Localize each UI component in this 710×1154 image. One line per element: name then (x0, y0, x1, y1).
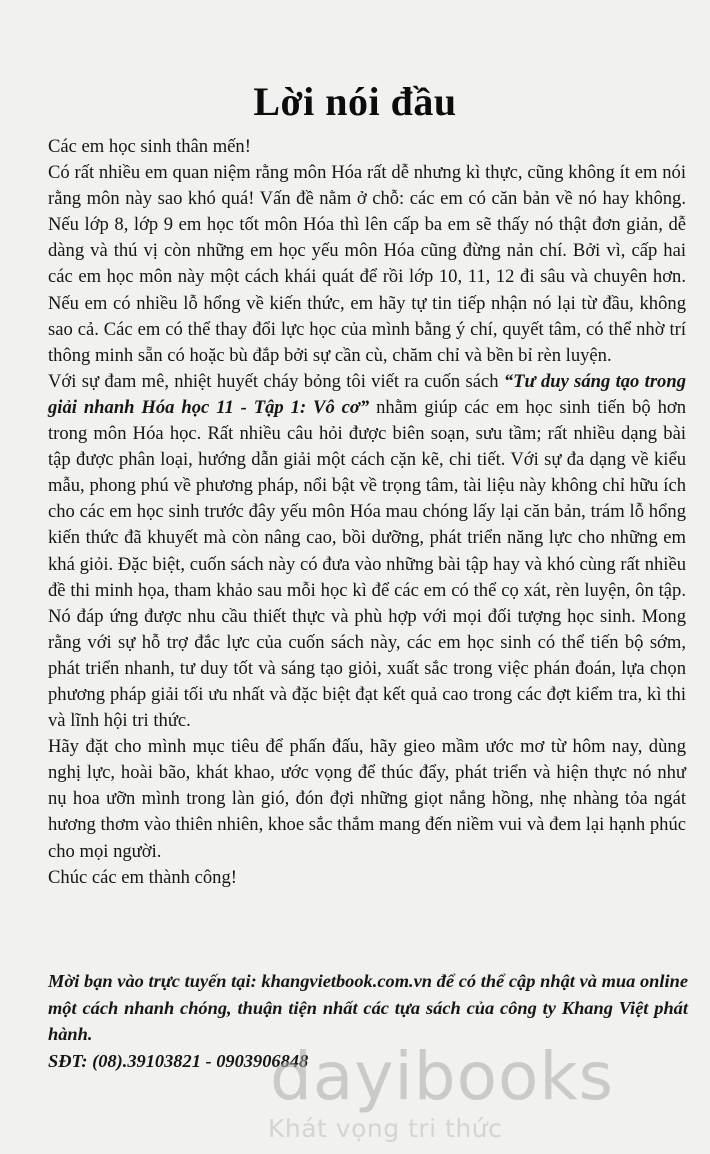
closing-line: Chúc các em thành công! (48, 866, 237, 888)
paragraph-book-purpose (48, 369, 686, 734)
page-title: Lời nói đầu (253, 79, 457, 124)
book-title: “Tư duy sáng tạo trong giải nhanh Hóa học 11 - Tập 1: Vô cơ” (48, 370, 686, 418)
online-promo: Mời bạn vào trực tuyến tại: khangvietbook.com.vn để có thể cập nhật và mua online một cách nhanh chóng, thuận tiện nhất các tựa sách của công ty Khang Việt phát hành. (48, 971, 688, 1044)
paragraph-intro: Có rất nhiều em quan niệm rằng môn Hóa rất dễ nhưng kì thực, cũng không ít em nói rằng môn này sao khó quá! Vấn đề nằm ở chỗ: các em có căn bản về nó hay không. Nếu lớp 8, lớp 9 em học tốt môn Hóa thì lên cấp ba em sẽ thấy nó thật đơn giản, dễ dàng và thú vị còn những em học yếu môn Hóa cũng đừng nản chí. Bởi vì, cấp hai các em học môn này một cách khái quát để rồi lớp 10, 11, 12 đi sâu và chuyên hơn. Nếu em có nhiều lỗ hổng về kiến thức, em hãy tự tin tiếp nhận nó lại từ đầu, không sao cả. Các em có thể thay đổi lực học của mình bằng ý chí, quyết tâm, có thể nhờ trí thông minh sẵn có hoặc bù đắp bởi sự cần cù, chăm chỉ và bền bỉ rèn luyện. (48, 162, 686, 366)
paragraph-motivation: Hãy đặt cho mình mục tiêu để phấn đấu, hãy gieo mầm ước mơ từ hôm nay, dùng nghị lực, hoài bão, khát khao, ước vọng để thúc đẩy, phát triển và hiện thực nó như nụ hoa ưỡn mình trong làn gió, đón đợi những giọt nắng hồng, nhẹ nhàng tỏa ngát hương thơm vào thiên nhiên, khoe sắc thắm mang đến niềm vui và đem lại hạnh phúc cho mọi người. (48, 736, 686, 862)
greeting-line: Các em học sinh thân mến! (48, 136, 251, 157)
preface-body (48, 134, 686, 891)
watermark-slogan: Khát vọng tri thức (268, 1114, 503, 1143)
paragraph-book-purpose-lead: Với sự đam mê, nhiệt huyết cháy bỏng tôi viết ra cuốn sách (48, 370, 504, 392)
watermark-brand: dayibooks (270, 1038, 614, 1115)
paragraph-book-purpose-rest: nhằm giúp các em học sinh tiến bộ hơn trong môn Hóa học. Rất nhiều câu hỏi được biên soạn, sưu tầm; rất nhiều dạng bài tập được phân loại, hướng dẫn giải một cách cặn kẽ, chi tiết. Với sự đa dạng về kiểu mẫu, phong phú về phương pháp, nổi bật về trọng tâm, tài liệu này không chỉ hữu ích cho các em học sinh trước đây yếu môn Hóa mau chóng lấy lại căn bản, trám lỗ hổng kiến thức đã khuyết mà còn nâng cao, bồi dưỡng, phát triển năng lực cho những em khá giỏi. Đặc biệt, cuốn sách này có đưa vào những bài tập hay và khó cùng rất nhiều đề thi minh họa, tham khảo sau mỗi học kì để các em có thể cọ xát, rèn luyện, ôn tập. Nó đáp ứng được nhu cầu thiết thực và phù hợp với mọi đối tượng học sinh. Mong rằng với sự hỗ trợ đắc lực của cuốn sách này, các em học sinh có thể tiến bộ sớm, phát triển nhanh, tư duy tốt và sáng tạo giỏi, xuất sắc trong việc phán đoán, lựa chọn phương pháp giải tối ưu nhất và đặc biệt đạt kết quả cao trong các đợt kiểm tra, kì thi và lĩnh hội tri thức. (48, 396, 686, 732)
phone-number: SĐT: (08).39103821 - 0903906848 (48, 1050, 309, 1071)
